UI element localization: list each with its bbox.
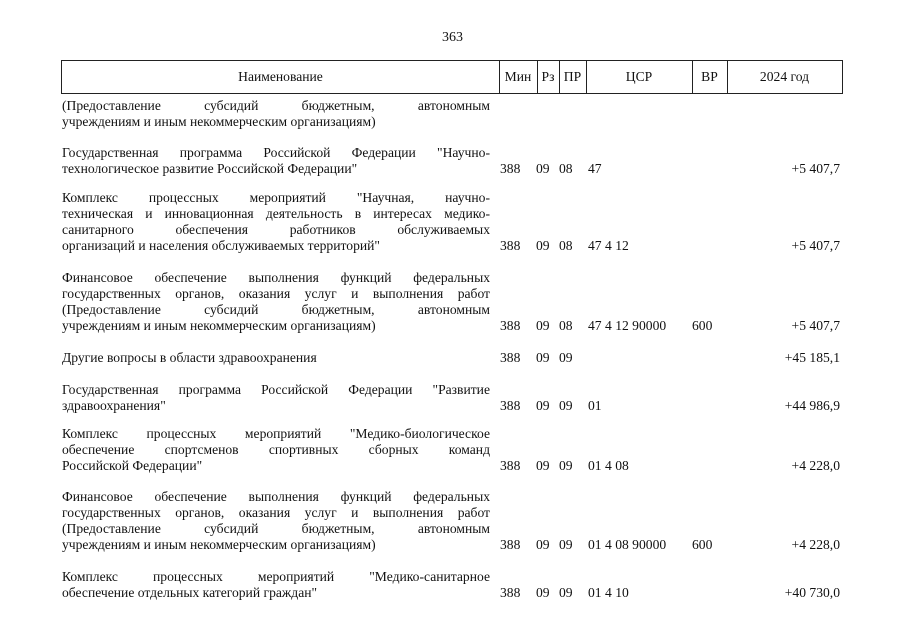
row-name-line: Государственная программа Российской Федерации "Развитие <box>62 382 490 397</box>
row-name-line: учреждениям и иным некоммерческим организациям) <box>62 114 376 129</box>
row-name-line: государственных органов, оказания услуг и выполнения работ <box>62 505 490 520</box>
row-name-line: Комплекс процессных мероприятий "Медико-санитарное <box>62 569 490 584</box>
row-name-line: санитарного обеспечения работников обслуживаемых <box>62 222 490 237</box>
header-vr: ВР <box>701 69 718 84</box>
row-name-line: обеспечение спортсменов спортивных сборных команд <box>62 442 490 457</box>
header-csr: ЦСР <box>625 69 653 84</box>
row-name <box>62 350 490 366</box>
row-csr: 47 <box>588 161 602 176</box>
row-name-line: Другие вопросы в области здравоохранения <box>62 350 317 365</box>
row-csr: 01 4 08 90000 <box>588 537 667 552</box>
row-rz: 09 <box>536 318 550 333</box>
header-min: Мин <box>504 69 532 84</box>
row-vr: 600 <box>692 318 713 333</box>
row-pr: 09 <box>559 458 573 473</box>
row-min: 388 <box>500 537 521 552</box>
row-min: 388 <box>500 398 521 413</box>
row-rz: 09 <box>536 585 550 600</box>
row-rz: 09 <box>536 537 550 552</box>
row-name-line: учреждениям и иным некоммерческим организациям) <box>62 318 376 333</box>
row-pr: 09 <box>559 537 573 552</box>
row-csr: 01 4 08 <box>588 458 629 473</box>
row-name-line: учреждениям и иным некоммерческим организациям) <box>62 537 376 552</box>
row-value: +44 986,9 <box>784 398 840 413</box>
row-name <box>62 382 490 414</box>
row-pr: 08 <box>559 318 573 333</box>
row-name-line: Государственная программа Российской Федерации "Научно- <box>62 145 490 160</box>
row-value: +4 228,0 <box>791 458 840 473</box>
row-name-line: технологическое развитие Российской Федерации" <box>62 161 358 176</box>
page-number: 363 <box>442 30 463 45</box>
row-name-line: Комплекс процессных мероприятий "Медико-биологическое <box>62 426 490 441</box>
row-min: 388 <box>500 350 521 365</box>
row-rz: 09 <box>536 350 550 365</box>
row-csr: 47 4 12 <box>588 238 629 253</box>
row-pr: 08 <box>559 161 573 176</box>
row-rz: 09 <box>536 398 550 413</box>
row-csr: 01 4 10 <box>588 585 629 600</box>
row-name-line: Российской Федерации" <box>62 458 203 473</box>
row-name-line: Финансовое обеспечение выполнения функций федеральных <box>62 270 490 285</box>
header-year: 2024 год <box>759 69 810 84</box>
row-name <box>62 98 490 130</box>
row-name-line: обеспечение отдельных категорий граждан" <box>62 585 318 600</box>
row-name-line: (Предоставление субсидий бюджетным, автономным <box>62 302 490 317</box>
row-name-line: государственных органов, оказания услуг и выполнения работ <box>62 286 490 301</box>
row-name-line: техническая и инновационная деятельность в интересах медико- <box>62 206 490 221</box>
table-header <box>61 60 843 94</box>
row-value: +5 407,7 <box>791 161 840 176</box>
row-name <box>62 190 490 254</box>
row-rz: 09 <box>536 458 550 473</box>
row-value: +5 407,7 <box>791 318 840 333</box>
row-rz: 09 <box>536 238 550 253</box>
row-value: +40 730,0 <box>784 585 840 600</box>
row-name <box>62 145 490 177</box>
row-value: +4 228,0 <box>791 537 840 552</box>
row-name-line: организаций и населения обслуживаемых территорий" <box>62 238 380 253</box>
row-min: 388 <box>500 238 521 253</box>
row-name <box>62 489 490 553</box>
row-pr: 09 <box>559 585 573 600</box>
row-min: 388 <box>500 161 521 176</box>
row-name-line: здравоохранения" <box>62 398 166 413</box>
row-min: 388 <box>500 458 521 473</box>
row-pr: 09 <box>559 398 573 413</box>
row-name <box>62 270 490 334</box>
row-csr: 01 <box>588 398 602 413</box>
header-rz: Рз <box>541 69 555 84</box>
row-vr: 600 <box>692 537 713 552</box>
row-value: +45 185,1 <box>784 350 840 365</box>
row-name-line: Финансовое обеспечение выполнения функций федеральных <box>62 489 490 504</box>
row-name-line: Комплекс процессных мероприятий "Научная, научно- <box>62 190 490 205</box>
row-name <box>62 569 490 601</box>
row-pr: 08 <box>559 238 573 253</box>
row-pr: 09 <box>559 350 573 365</box>
row-name <box>62 426 490 474</box>
row-csr: 47 4 12 90000 <box>588 318 667 333</box>
row-value: +5 407,7 <box>791 238 840 253</box>
row-rz: 09 <box>536 161 550 176</box>
row-min: 388 <box>500 585 521 600</box>
header-pr: ПР <box>563 69 582 84</box>
row-name-line: (Предоставление субсидий бюджетным, автономным <box>62 521 490 536</box>
row-name-line: (Предоставление субсидий бюджетным, автономным <box>62 98 490 113</box>
header-name: Наименование <box>238 69 323 84</box>
row-min: 388 <box>500 318 521 333</box>
